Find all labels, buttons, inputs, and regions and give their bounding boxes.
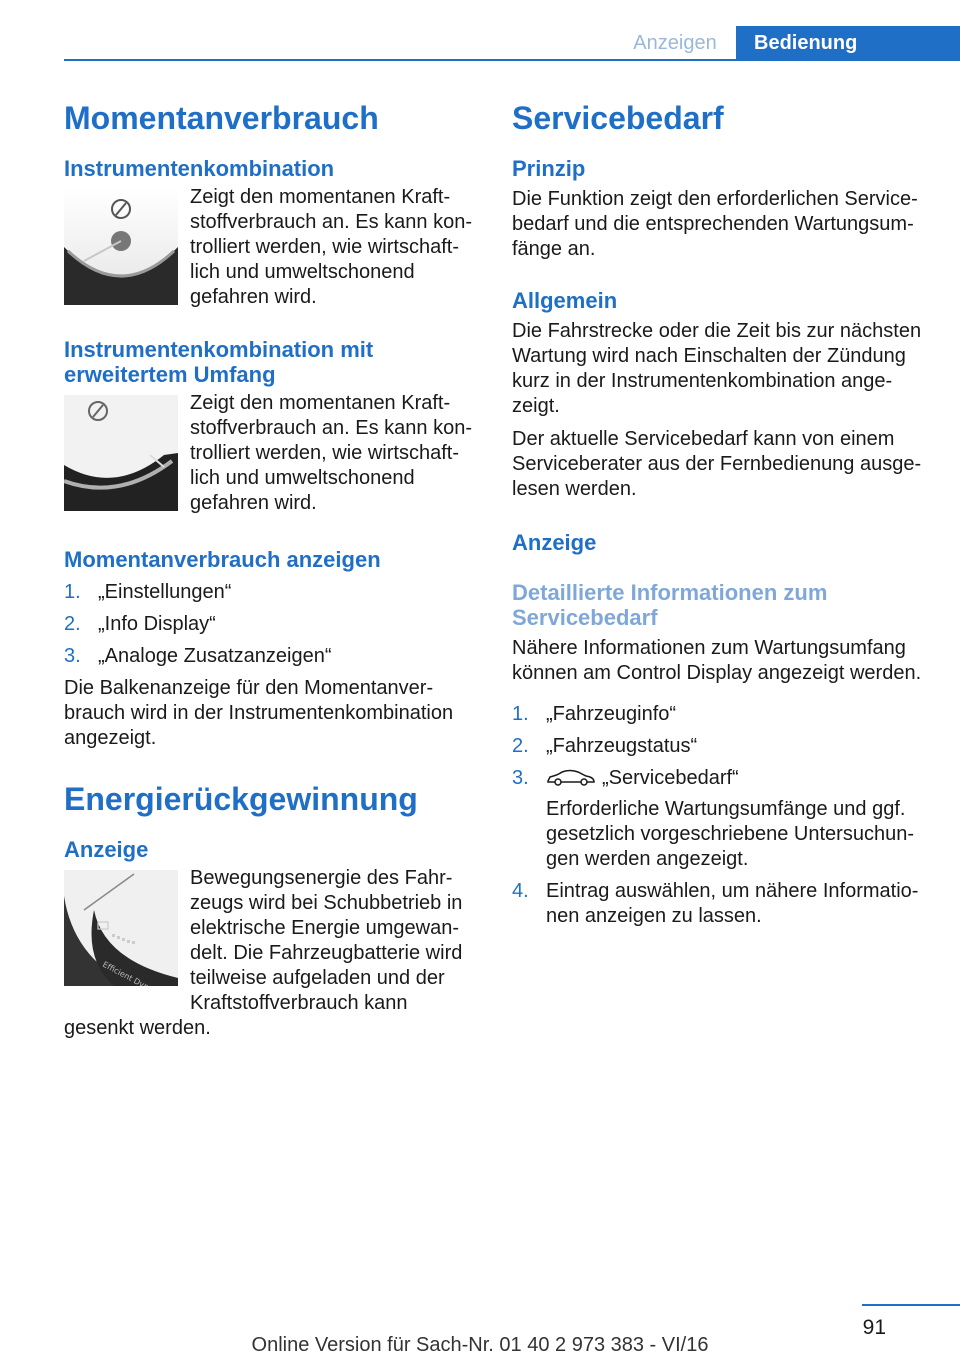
heading-instrumentenkombination-erweitert: Instrumentenkombination mit erweitertem Umfang: [64, 337, 374, 387]
text-allgemein-1: Die Fahrstrecke oder die Zeit bis zur nächsten Wartung wird nach Einschalten der Zündung kurz in der Instrumentenkombination angezeigt.: [512, 320, 922, 417]
heading-instrumentenkombination: Instrumentenkombination: [64, 156, 335, 181]
text-balkenanzeige: Die Balkenanzeige für den Momentanverbrauch wird in der Instrumentenkombination angezeigt.: [64, 677, 454, 749]
heading-detaillierte-informationen: Detaillierte Informationen zum Servicebedarf: [512, 580, 828, 630]
steps-list-right: [512, 702, 922, 929]
text-prinzip: Die Funktion zeigt den erforderlichen Servicebedarf und die entsprechenden Wartungsumfänge an.: [512, 188, 918, 260]
heading-momentanverbrauch-anzeigen: Momentanverbrauch anzeigen: [64, 547, 381, 572]
footer-rule: [862, 1304, 960, 1306]
online-version-note: Online Version für Sach-Nr. 01 40 2 973 383 - VI/16: [251, 1334, 709, 1356]
heading-anzeige-left: Anzeige: [64, 837, 149, 862]
step3-description: Erforderliche Wartungsumfänge und ggf. gesetzlich vorgeschriebene Untersuchungen werden angezeigt.: [546, 798, 914, 870]
list-item[interactable]: 4. Eintrag auswählen, um nähere Informationen anzeigen zu lassen.: [512, 880, 919, 927]
heading-allgemein: Allgemein: [512, 288, 618, 313]
header-rule: [64, 59, 960, 61]
gauge-image-1: [64, 189, 178, 305]
text-detail: Nähere Informationen zum Wartungsumfang können am Control Display angezeigt werden.: [512, 637, 922, 684]
list-item[interactable]: 1. „Fahrzeuginfo“: [512, 703, 677, 725]
heading-momentanverbrauch: Momentanverbrauch: [64, 100, 379, 136]
heading-energierueckgewinnung: Energierückgewinnung: [64, 781, 418, 817]
list-item[interactable]: 1. „Einstellungen“: [64, 581, 232, 603]
list-item[interactable]: 3. „Servicebedarf“ Erforderliche Wartungsumfänge und ggf. gesetzlich vorgeschriebene Untersuchungen werden angezeigt.: [512, 766, 922, 872]
header-tab-bedienung[interactable]: Bedienung: [736, 26, 960, 60]
gauge-image-2: [64, 395, 178, 511]
heading-anzeige-right: Anzeige: [512, 530, 597, 555]
list-item[interactable]: 2. „Fahrzeugstatus“: [512, 735, 698, 757]
heading-prinzip: Prinzip: [512, 156, 586, 181]
text-instrumentenkombination: Zeigt den momentanen Kraftstoffverbrauch an. Es kann kontrolliert werden, wie wirtschaftlich und umweltschonend gefahren wird.: [190, 186, 473, 308]
gauge-image-3: [64, 870, 178, 986]
text-allgemein-2: Der aktuelle Servicebedarf kann von einem Serviceberater aus der Fernbedienung ausgelesen werden.: [512, 428, 922, 500]
right-column: [512, 98, 922, 936]
header-tab-anzeigen[interactable]: Anzeigen: [633, 32, 717, 54]
list-item[interactable]: 2. „Info Display“: [64, 613, 216, 635]
left-column: [64, 98, 474, 1041]
heading-servicebedarf: Servicebedarf: [512, 100, 724, 136]
list-item[interactable]: 3. „Analoge Zusatzanzeigen“: [64, 645, 332, 667]
text-instrumentenkombination-erweitert: Zeigt den momentanen Kraftstoffverbrauch an. Es kann kontrolliert werden, wie wirtschaftlich und umweltschonend gefahren wird.: [190, 392, 473, 514]
page-number: 91: [862, 1316, 886, 1339]
text-energierueckgewinnung: Bewegungsenergie des Fahrzeugs wird bei Schubbetrieb in elektrische Energie umgewandelt. Die Fahrzeugbatterie wird teilweise aufgeladen und der Kraftstoffverbrauch kann gesenkt werden.: [64, 867, 463, 1039]
steps-list-left: [64, 580, 474, 669]
car-icon: [546, 768, 596, 786]
